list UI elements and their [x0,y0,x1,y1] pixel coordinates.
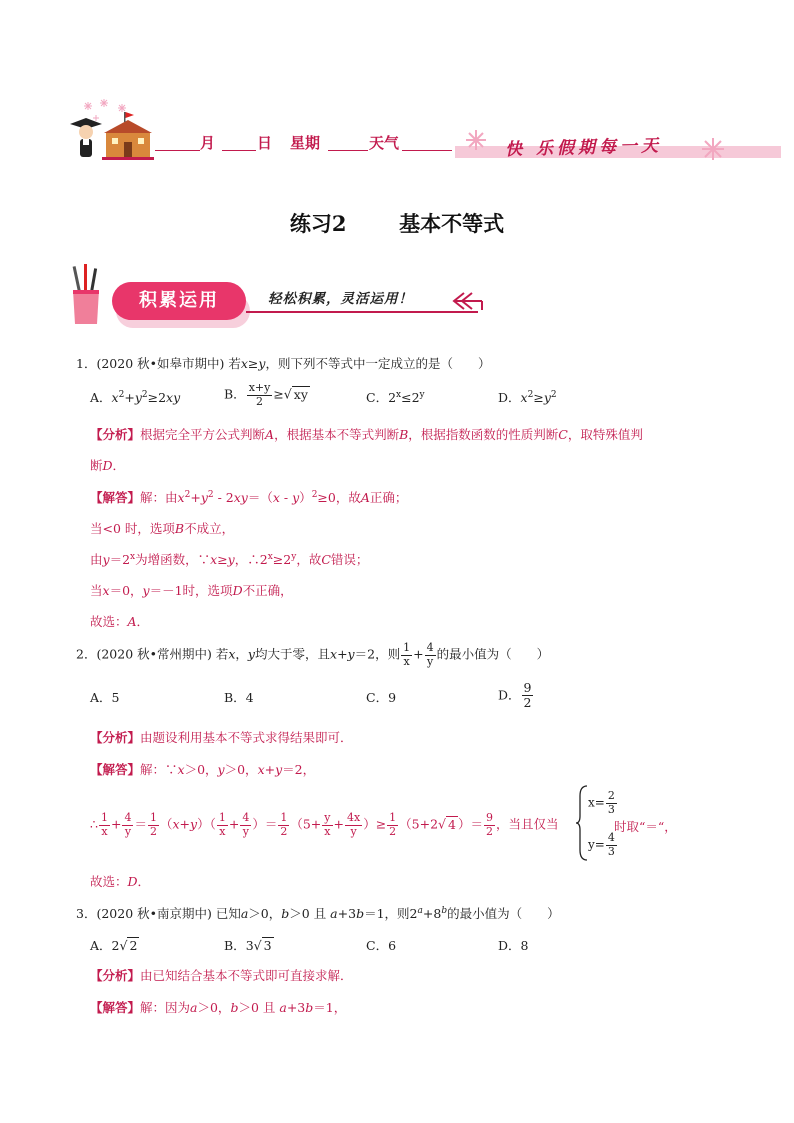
weather-label: 天气 [369,134,400,152]
solution-derivation: ∴ $\frac{1}{x}$ + $\frac{4}{y}$ ＝ $\frac{1}{2}$ （x+y）（ $\frac{1}{x}$ + $\frac{4}{y}$ ）＝ $\frac{1}{2}$ （5+ $\frac{y}{x}$ + $\frac{4x}{y}$ ）≥ $\frac{1}{2}$ （5+2√ 4 ）＝ $\frac{9}{2}$ ，当且仅当 [90,811,559,838]
day-blank[interactable] [222,137,256,151]
solution-line-2: 当<0 时，选项B不成立， [90,521,235,536]
answer-letter: A [127,614,137,629]
option-c[interactable]: C．6 [366,938,397,953]
month-blank[interactable] [155,137,200,151]
option-d[interactable]: D． $\frac{9}{2}$ [498,680,532,711]
analysis-text-cont: 断D． [90,458,126,473]
option-d[interactable]: D．$x^2\ge y^2$ [498,390,557,405]
option-b[interactable]: B． $\frac{x+y}{2}$ ≥√ xy [224,381,308,408]
section-banner: 积累运用 [112,282,246,320]
month-label: 月 [200,134,216,152]
section-slogan: 轻松积累，灵活运用！ [268,291,413,307]
solution-choice: 故选：A． [90,614,150,629]
option-a[interactable]: A．5 [90,690,120,705]
option-a[interactable]: A．2√ 2 [90,938,138,953]
equality-condition: 时取“＝“， [614,819,677,834]
page-title [0,208,794,238]
exercise-number: 练习2 [289,211,347,236]
solution-choice: 故选：D． [90,874,151,889]
question-stem: 1．(2020 秋•如皋市期中) 若x≥y，则下列不等式中一定成立的是（ ） [76,356,491,371]
day-label: 日 [257,134,273,152]
school-graduate-icon [66,110,156,162]
option-c[interactable]: C．9 [366,690,397,705]
exercise-topic: 基本不等式 [399,211,505,236]
holiday-slogan: 快 乐假期每一天 [504,135,663,161]
double-arrow-left-icon [450,290,484,312]
system-brace [575,784,589,862]
option-d[interactable]: D．8 [498,938,529,953]
solution-line-3: 由$y=2^x$为增函数，∵x≥y，$\therefore 2^x\ge 2^y$，故C错误； [90,552,369,567]
solution-line-1: 【解答】解：∵x＞0，y＞0，x+y＝2， [90,762,316,777]
solution-line-1: 【解答】解：因为a＞0，b＞0 且 a+3b＝1， [90,1000,347,1015]
snowflake-icon [462,126,490,154]
analysis-text: 【分析】根据完全平方公式判断A，根据基本不等式判断B，根据指数函数的性质判断C，取特殊值判 [90,427,643,442]
analysis-text: 【分析】由题设利用基本不等式求得结果即可． [90,730,353,745]
system-eq-x: x= $\frac{2}{3}$ [588,789,615,816]
option-a[interactable]: A．$x^2+y^2\ge 2xy$ [90,390,181,405]
slogan-underline [246,311,478,313]
weekday-label: 星期 [290,134,321,152]
weekday-blank[interactable] [328,137,368,151]
answer-letter: D [127,874,138,889]
system-eq-y: y= $\frac{4}{3}$ [588,831,615,858]
solution-line-4: 当x＝0，y＝－1时，选项D不正确， [90,583,293,598]
question-stem: 2．(2020 秋•常州期中) 若x，y均大于零，且x+y＝2，则 $\frac{1}{x}$ + $\frac{4}{y}$ 的最小值为（ ） [76,641,550,668]
pencil-cup-icon [68,264,104,326]
weather-blank[interactable] [402,137,452,151]
option-c[interactable]: C．$2^x\le 2^y$ [366,390,425,405]
question-stem: 3．(2020 秋•南京期中) 已知a＞0，b＞0 且 a+3b＝1，则$2^a+8^b$的最小值为（ ） [76,906,560,921]
solution-line-1: 【解答】解：由$x^2+y^2 - 2xy=(x - y)^2\ge 0$，故A正确； [90,490,408,505]
option-b[interactable]: B．3√ 3 [224,938,272,953]
snowflake-icon [698,134,728,164]
analysis-text: 【分析】由已知结合基本不等式即可直接求解． [90,968,353,983]
option-b[interactable]: B．4 [224,690,254,705]
